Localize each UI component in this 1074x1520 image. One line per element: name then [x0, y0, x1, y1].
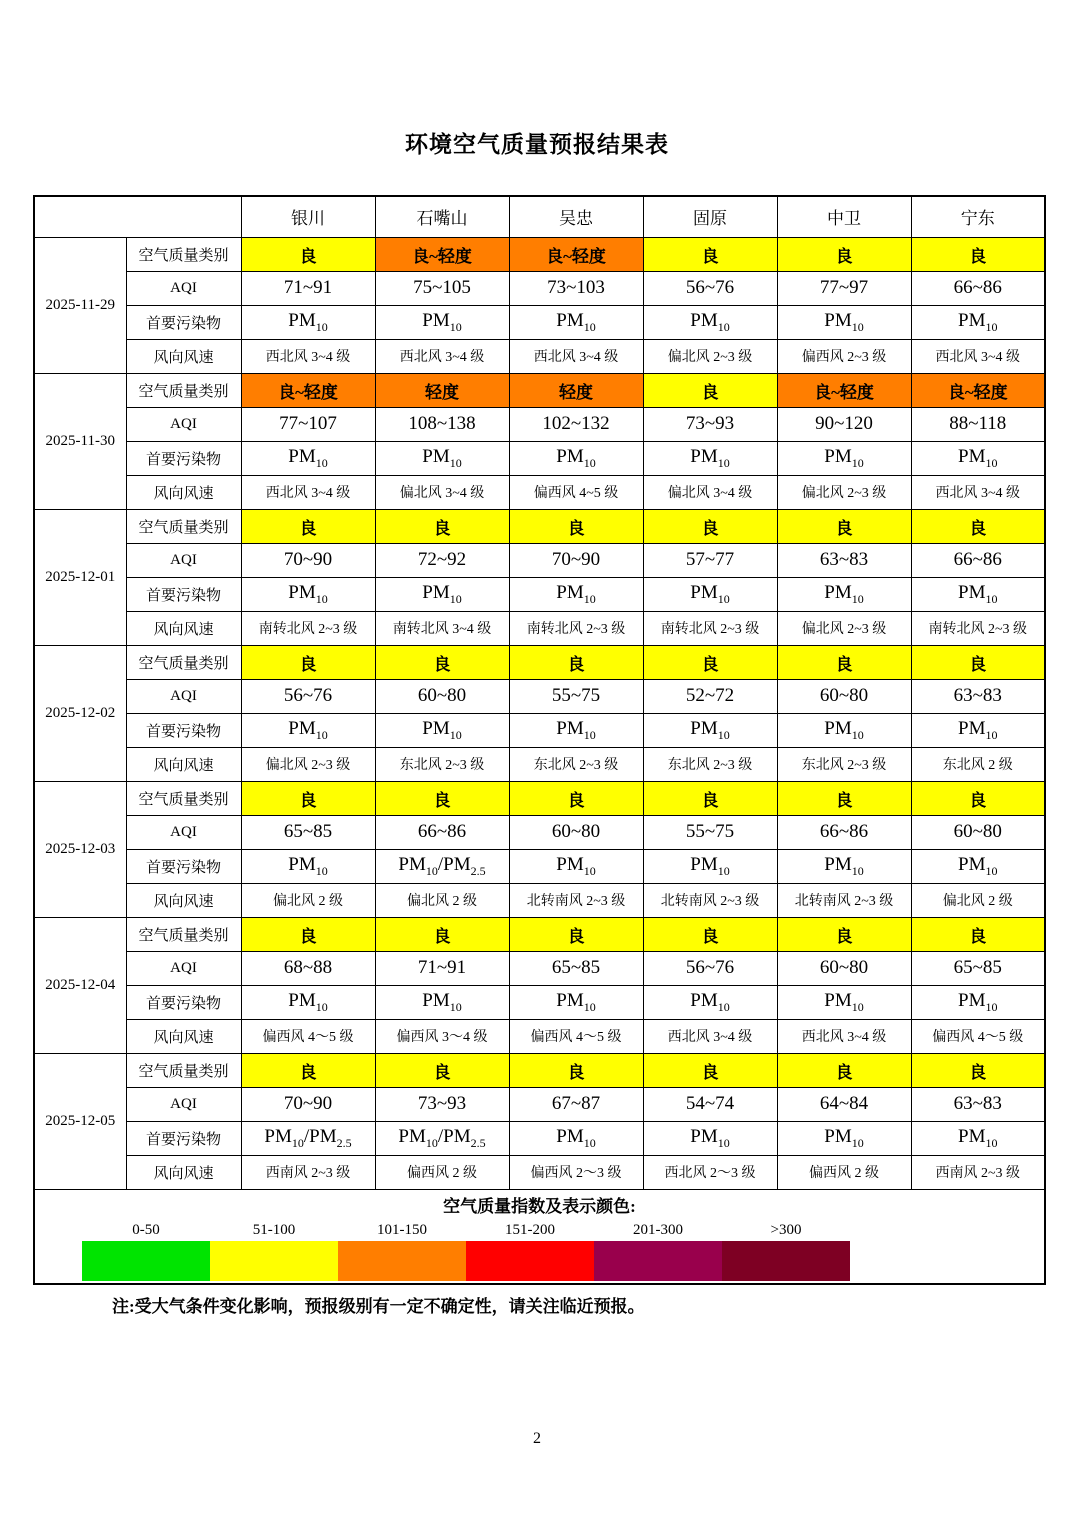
wind-cell: 偏北风 2 级: [375, 883, 509, 917]
legend-range-label: 0-50: [132, 1221, 160, 1238]
aqi-cell: 65~85: [509, 951, 643, 985]
legend-range-label: 101-150: [377, 1221, 427, 1238]
table-row: [34, 509, 1045, 543]
date-cell: 2025-12-05: [34, 1053, 126, 1189]
row-label: 首要污染物: [126, 1121, 241, 1155]
category-cell: 良: [241, 645, 375, 679]
table-row: [34, 441, 1045, 475]
aqi-cell: 64~84: [777, 1087, 911, 1121]
wind-cell: 东北风 2~3 级: [777, 747, 911, 781]
category-cell: 良: [643, 237, 777, 271]
wind-cell: 西北风 3~4 级: [375, 339, 509, 373]
category-cell: 良: [241, 1053, 375, 1087]
category-cell: 良: [375, 645, 509, 679]
wind-cell: 偏北风 2~3 级: [643, 339, 777, 373]
wind-cell: 东北风 2~3 级: [509, 747, 643, 781]
row-label: 空气质量类别: [126, 645, 241, 679]
row-label: AQI: [126, 815, 241, 849]
forecast-note: 注:受大气条件变化影响，预报级别有一定不确定性，请关注临近预报。: [112, 1296, 645, 1316]
row-label: 风向风速: [126, 611, 241, 645]
category-cell: 良: [643, 509, 777, 543]
pollutant-cell: $PM_{10}$: [911, 305, 1045, 339]
wind-cell: 西北风 3~4 级: [643, 1019, 777, 1053]
legend-segment: [594, 1219, 722, 1281]
table-row: [34, 1087, 1045, 1121]
aqi-cell: 75~105: [375, 271, 509, 305]
table-row: [34, 271, 1045, 305]
city-header-row: [34, 196, 1045, 237]
pollutant-cell: $PM_{10}$: [777, 713, 911, 747]
pollutant-cell: $PM_{10}$: [911, 849, 1045, 883]
pollutant-cell: $PM_{10}$: [911, 577, 1045, 611]
legend-color-band: [594, 1241, 722, 1281]
pollutant-cell: $PM_{10}$: [375, 441, 509, 475]
aqi-cell: 56~76: [241, 679, 375, 713]
aqi-cell: 73~93: [643, 407, 777, 441]
category-cell: 良: [777, 237, 911, 271]
pollutant-cell: $PM_{10}$: [509, 985, 643, 1019]
aqi-cell: 55~75: [509, 679, 643, 713]
city-header-3: 吴忠: [509, 196, 643, 237]
legend-range-label: 201-300: [633, 1221, 683, 1238]
legend-row: [34, 1189, 1045, 1284]
aqi-cell: 66~86: [777, 815, 911, 849]
aqi-cell: 60~80: [911, 815, 1045, 849]
wind-cell: 北转南风 2~3 级: [777, 883, 911, 917]
pollutant-cell: $PM_{10}$: [509, 577, 643, 611]
row-label: AQI: [126, 679, 241, 713]
aqi-color-scale: [82, 1219, 1044, 1281]
pollutant-cell: $PM_{10}$: [777, 849, 911, 883]
city-header-5: 中卫: [777, 196, 911, 237]
legend-range-label: 51-100: [252, 1221, 296, 1238]
table-row: [34, 1121, 1045, 1155]
aqi-cell: 70~90: [241, 1087, 375, 1121]
aqi-cell: 71~91: [375, 951, 509, 985]
wind-cell: 偏北风 2~3 级: [777, 611, 911, 645]
pollutant-cell: $PM_{10}$: [241, 849, 375, 883]
pollutant-cell: $PM_{10}$: [375, 985, 509, 1019]
table-row: [34, 883, 1045, 917]
category-cell: 良: [911, 781, 1045, 815]
pollutant-cell: $PM_{10}$: [911, 1121, 1045, 1155]
category-cell: 良: [777, 1053, 911, 1087]
row-label: 首要污染物: [126, 849, 241, 883]
category-cell: 良: [911, 1053, 1045, 1087]
aqi-cell: 71~91: [241, 271, 375, 305]
category-cell: 良: [509, 917, 643, 951]
wind-cell: 西南风 2~3 级: [241, 1155, 375, 1189]
aqi-cell: 73~93: [375, 1087, 509, 1121]
table-row: [34, 577, 1045, 611]
wind-cell: 偏北风 2 级: [911, 883, 1045, 917]
pollutant-cell: $PM_{10}$: [375, 305, 509, 339]
category-cell: 良: [509, 781, 643, 815]
forecast-table: [33, 195, 1046, 1285]
row-label: 首要污染物: [126, 305, 241, 339]
category-cell: 良~轻度: [241, 373, 375, 407]
row-label: AQI: [126, 407, 241, 441]
table-row: [34, 1155, 1045, 1189]
category-cell: 良: [911, 917, 1045, 951]
row-label: 空气质量类别: [126, 509, 241, 543]
row-label: AQI: [126, 543, 241, 577]
row-label: AQI: [126, 271, 241, 305]
table-row: [34, 645, 1045, 679]
pollutant-cell: $PM_{10}$: [911, 441, 1045, 475]
wind-cell: 偏西风 2 级: [375, 1155, 509, 1189]
pollutant-cell: $PM_{10}$: [643, 577, 777, 611]
pollutant-cell: $PM_{10}$: [509, 305, 643, 339]
category-cell: 良~轻度: [777, 373, 911, 407]
category-cell: 良: [911, 509, 1045, 543]
legend-color-band: [82, 1241, 210, 1281]
row-label: 空气质量类别: [126, 781, 241, 815]
aqi-cell: 70~90: [241, 543, 375, 577]
wind-cell: 偏西风 4～5 级: [241, 1019, 375, 1053]
pollutant-cell: $PM_{10}$: [509, 441, 643, 475]
aqi-cell: 57~77: [643, 543, 777, 577]
row-label: 风向风速: [126, 883, 241, 917]
aqi-cell: 60~80: [375, 679, 509, 713]
table-row: [34, 815, 1045, 849]
wind-cell: 南转北风 2~3 级: [241, 611, 375, 645]
aqi-cell: 65~85: [911, 951, 1045, 985]
pollutant-cell: $PM_{10}$: [509, 1121, 643, 1155]
wind-cell: 北转南风 2~3 级: [509, 883, 643, 917]
legend-segment: [210, 1219, 338, 1281]
legend-color-band: [338, 1241, 466, 1281]
wind-cell: 偏西风 4～5 级: [509, 1019, 643, 1053]
table-row: [34, 543, 1045, 577]
legend-range-label: >300: [770, 1221, 802, 1238]
aqi-cell: 66~86: [911, 271, 1045, 305]
date-cell: 2025-11-30: [34, 373, 126, 509]
legend-segment: [722, 1219, 850, 1281]
city-header-1: 银川: [241, 196, 375, 237]
pollutant-cell: $PM_{10}$: [777, 441, 911, 475]
pollutant-cell: $PM_{10}$: [643, 1121, 777, 1155]
pollutant-cell: $PM_{10}$: [643, 441, 777, 475]
category-cell: 良: [777, 917, 911, 951]
table-row: [34, 1053, 1045, 1087]
wind-cell: 偏西风 3～4 级: [375, 1019, 509, 1053]
legend-segment: [466, 1219, 594, 1281]
aqi-cell: 77~97: [777, 271, 911, 305]
legend-segment: [82, 1219, 210, 1281]
category-cell: 良~轻度: [375, 237, 509, 271]
category-cell: 良: [911, 645, 1045, 679]
row-label: 风向风速: [126, 475, 241, 509]
aqi-cell: 70~90: [509, 543, 643, 577]
category-cell: 良: [509, 1053, 643, 1087]
aqi-cell: 73~103: [509, 271, 643, 305]
aqi-cell: 63~83: [911, 1087, 1045, 1121]
aqi-cell: 88~118: [911, 407, 1045, 441]
pollutant-cell: $PM_{10}$: [241, 577, 375, 611]
pollutant-cell: $PM_{10}$: [911, 985, 1045, 1019]
aqi-cell: 77~107: [241, 407, 375, 441]
category-cell: 良: [777, 509, 911, 543]
pollutant-cell: $PM_{10}$: [375, 577, 509, 611]
category-cell: 良: [643, 1053, 777, 1087]
pollutant-cell: $PM_{10}$: [509, 713, 643, 747]
pollutant-cell: $PM_{10}$: [375, 713, 509, 747]
legend-cell: [34, 1189, 1045, 1284]
table-row: [34, 747, 1045, 781]
row-label: 空气质量类别: [126, 1053, 241, 1087]
pollutant-cell: $PM_{10}/PM_{2.5}$: [375, 1121, 509, 1155]
aqi-cell: 56~76: [643, 271, 777, 305]
row-label: AQI: [126, 1087, 241, 1121]
table-row: [34, 679, 1045, 713]
pollutant-cell: $PM_{10}$: [509, 849, 643, 883]
row-label: 首要污染物: [126, 441, 241, 475]
aqi-cell: 60~80: [509, 815, 643, 849]
category-cell: 良: [643, 781, 777, 815]
table-row: [34, 407, 1045, 441]
aqi-cell: 54~74: [643, 1087, 777, 1121]
row-label: 空气质量类别: [126, 373, 241, 407]
legend-title: 空气质量指数及表示颜色:: [443, 1196, 636, 1216]
category-cell: 良: [777, 781, 911, 815]
wind-cell: 偏北风 3~4 级: [643, 475, 777, 509]
table-row: [34, 237, 1045, 271]
page-number: 2: [533, 1430, 541, 1447]
row-label: 风向风速: [126, 1155, 241, 1189]
row-label: 首要污染物: [126, 577, 241, 611]
category-cell: 良: [777, 645, 911, 679]
table-row: [34, 475, 1045, 509]
table-row: [34, 951, 1045, 985]
category-cell: 良: [375, 917, 509, 951]
wind-cell: 东北风 2~3 级: [643, 747, 777, 781]
wind-cell: 偏西风 2～3 级: [509, 1155, 643, 1189]
pollutant-cell: $PM_{10}$: [777, 1121, 911, 1155]
pollutant-cell: $PM_{10}/PM_{2.5}$: [375, 849, 509, 883]
category-cell: 良: [643, 373, 777, 407]
wind-cell: 偏西风 2 级: [777, 1155, 911, 1189]
table-row: [34, 611, 1045, 645]
table-row: [34, 849, 1045, 883]
aqi-cell: 108~138: [375, 407, 509, 441]
pollutant-cell: $PM_{10}$: [911, 713, 1045, 747]
wind-cell: 偏北风 2~3 级: [241, 747, 375, 781]
wind-cell: 偏北风 2 级: [241, 883, 375, 917]
category-cell: 良: [241, 509, 375, 543]
date-cell: 2025-12-02: [34, 645, 126, 781]
category-cell: 良~轻度: [911, 373, 1045, 407]
wind-cell: 西北风 3~4 级: [911, 339, 1045, 373]
category-cell: 轻度: [375, 373, 509, 407]
wind-cell: 西北风 2～3 级: [643, 1155, 777, 1189]
wind-cell: 偏西风 4～5 级: [911, 1019, 1045, 1053]
page-title: 环境空气质量预报结果表: [405, 132, 669, 157]
table-row: [34, 305, 1045, 339]
category-cell: 良: [509, 645, 643, 679]
aqi-cell: 55~75: [643, 815, 777, 849]
row-label: AQI: [126, 951, 241, 985]
pollutant-cell: $PM_{10}$: [241, 305, 375, 339]
pollutant-cell: $PM_{10}$: [241, 985, 375, 1019]
legend-color-band: [466, 1241, 594, 1281]
pollutant-cell: $PM_{10}/PM_{2.5}$: [241, 1121, 375, 1155]
date-cell: 2025-11-29: [34, 237, 126, 373]
legend-color-band: [210, 1241, 338, 1281]
city-header-2: 石嘴山: [375, 196, 509, 237]
legend-segment: [338, 1219, 466, 1281]
category-cell: 良: [375, 509, 509, 543]
pollutant-cell: $PM_{10}$: [241, 713, 375, 747]
aqi-cell: 52~72: [643, 679, 777, 713]
aqi-cell: 67~87: [509, 1087, 643, 1121]
row-label: 风向风速: [126, 339, 241, 373]
table-row: [34, 917, 1045, 951]
row-label: 风向风速: [126, 1019, 241, 1053]
wind-cell: 东北风 2 级: [911, 747, 1045, 781]
wind-cell: 南转北风 3~4 级: [375, 611, 509, 645]
city-header-4: 固原: [643, 196, 777, 237]
aqi-cell: 66~86: [375, 815, 509, 849]
category-cell: 良: [509, 509, 643, 543]
category-cell: 良: [643, 645, 777, 679]
wind-cell: 西北风 3~4 级: [911, 475, 1045, 509]
pollutant-cell: $PM_{10}$: [777, 577, 911, 611]
aqi-cell: 66~86: [911, 543, 1045, 577]
pollutant-cell: $PM_{10}$: [777, 305, 911, 339]
aqi-cell: 60~80: [777, 679, 911, 713]
wind-cell: 东北风 2~3 级: [375, 747, 509, 781]
aqi-cell: 56~76: [643, 951, 777, 985]
category-cell: 良: [375, 1053, 509, 1087]
category-cell: 良: [241, 781, 375, 815]
wind-cell: 偏北风 3~4 级: [375, 475, 509, 509]
wind-cell: 西北风 3~4 级: [241, 475, 375, 509]
row-label: 风向风速: [126, 747, 241, 781]
row-label: 空气质量类别: [126, 917, 241, 951]
table-row: [34, 1019, 1045, 1053]
aqi-cell: 63~83: [777, 543, 911, 577]
aqi-cell: 68~88: [241, 951, 375, 985]
category-cell: 良: [241, 917, 375, 951]
pollutant-cell: $PM_{10}$: [777, 985, 911, 1019]
pollutant-cell: $PM_{10}$: [643, 305, 777, 339]
wind-cell: 西南风 2~3 级: [911, 1155, 1045, 1189]
table-row: [34, 339, 1045, 373]
row-label: 首要污染物: [126, 985, 241, 1019]
date-cell: 2025-12-03: [34, 781, 126, 917]
row-label: 空气质量类别: [126, 237, 241, 271]
wind-cell: 西北风 3~4 级: [777, 1019, 911, 1053]
pollutant-cell: $PM_{10}$: [241, 441, 375, 475]
table-row: [34, 985, 1045, 1019]
legend-color-band: [722, 1241, 850, 1281]
wind-cell: 北转南风 2~3 级: [643, 883, 777, 917]
wind-cell: 西北风 3~4 级: [241, 339, 375, 373]
table-row: [34, 373, 1045, 407]
legend-range-label: 151-200: [505, 1221, 555, 1238]
aqi-cell: 72~92: [375, 543, 509, 577]
aqi-cell: 60~80: [777, 951, 911, 985]
date-cell: 2025-12-01: [34, 509, 126, 645]
category-cell: 良: [643, 917, 777, 951]
corner-cell: [34, 196, 241, 237]
wind-cell: 偏北风 2~3 级: [777, 475, 911, 509]
aqi-cell: 65~85: [241, 815, 375, 849]
wind-cell: 偏西风 2~3 级: [777, 339, 911, 373]
category-cell: 良: [911, 237, 1045, 271]
city-header-6: 宁东: [911, 196, 1045, 237]
pollutant-cell: $PM_{10}$: [643, 985, 777, 1019]
table-row: [34, 713, 1045, 747]
category-cell: 良: [241, 237, 375, 271]
wind-cell: 南转北风 2~3 级: [509, 611, 643, 645]
category-cell: 良~轻度: [509, 237, 643, 271]
wind-cell: 南转北风 2~3 级: [643, 611, 777, 645]
aqi-cell: 90~120: [777, 407, 911, 441]
row-label: 首要污染物: [126, 713, 241, 747]
category-cell: 轻度: [509, 373, 643, 407]
pollutant-cell: $PM_{10}$: [643, 713, 777, 747]
pollutant-cell: $PM_{10}$: [643, 849, 777, 883]
wind-cell: 南转北风 2~3 级: [911, 611, 1045, 645]
table-row: [34, 781, 1045, 815]
aqi-cell: 102~132: [509, 407, 643, 441]
date-cell: 2025-12-04: [34, 917, 126, 1053]
wind-cell: 偏西风 4~5 级: [509, 475, 643, 509]
wind-cell: 西北风 3~4 级: [509, 339, 643, 373]
aqi-cell: 63~83: [911, 679, 1045, 713]
category-cell: 良: [375, 781, 509, 815]
